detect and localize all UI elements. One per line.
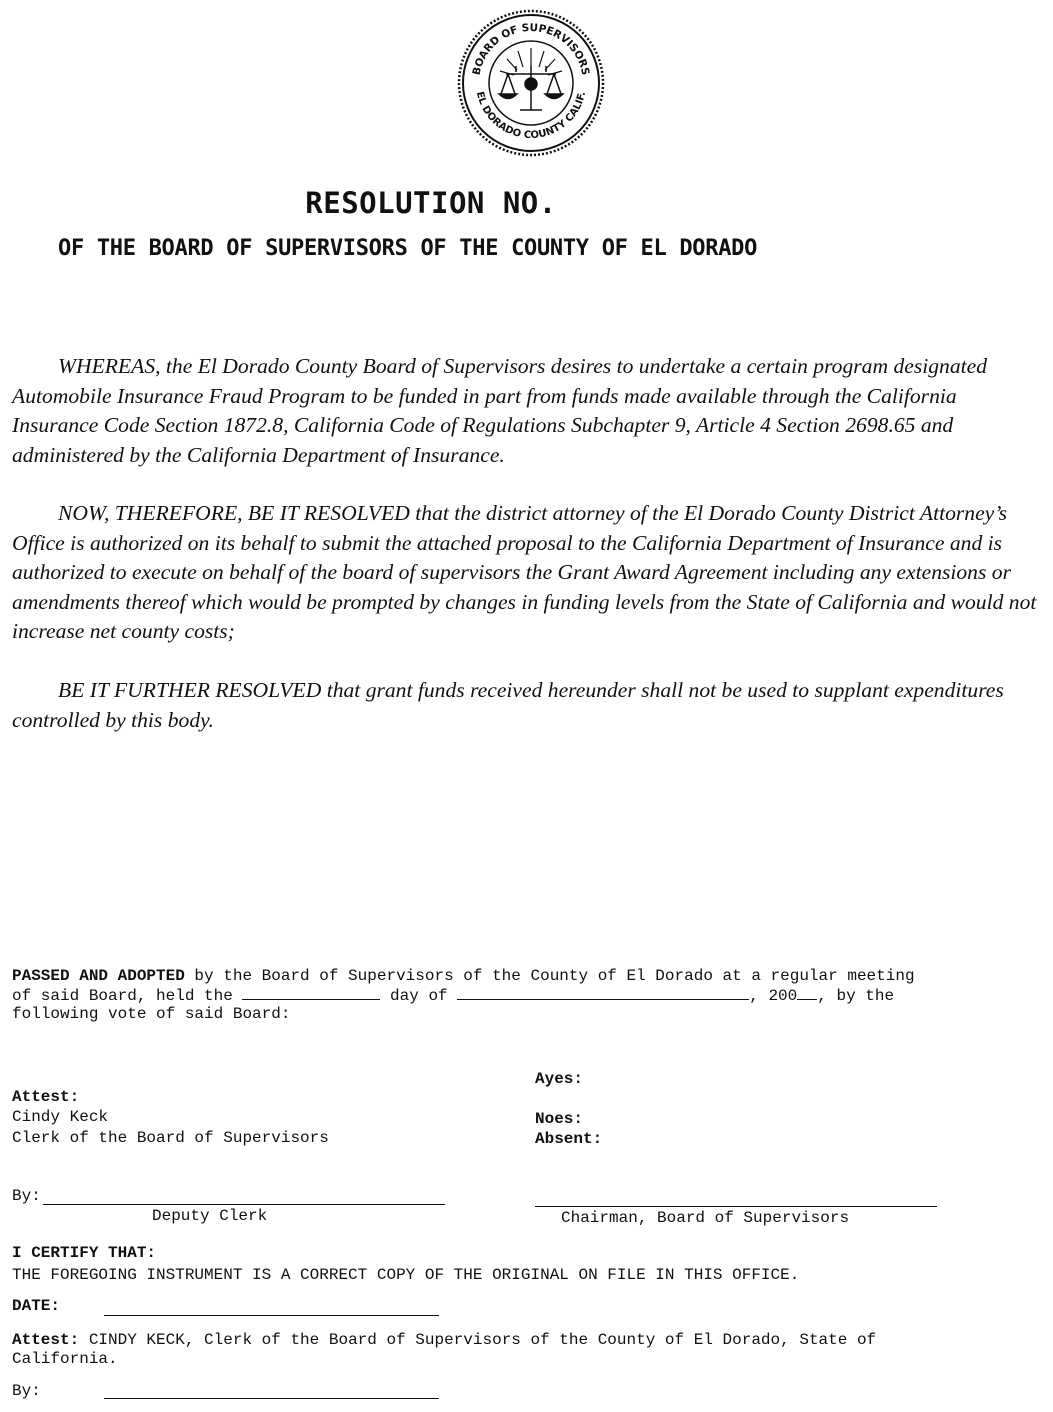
seal-bottom-text: EL DORADO COUNTY CALIF. xyxy=(473,90,589,142)
deputy-clerk-label: Deputy Clerk xyxy=(152,1207,268,1225)
further-resolved-paragraph xyxy=(12,676,1048,735)
passed-adopted-label: PASSED AND ADOPTED xyxy=(12,967,185,985)
clerk-name: Cindy Keck xyxy=(12,1108,109,1126)
whereas-paragraph xyxy=(12,352,1048,470)
certify-by-label: By: xyxy=(12,1382,41,1400)
certify-label: I CERTIFY THAT: xyxy=(12,1244,157,1262)
seal-graphic xyxy=(456,8,606,158)
noes-label: Noes: xyxy=(535,1110,584,1128)
now-therefore-paragraph xyxy=(12,499,1048,647)
passed-line1-text: by the Board of Supervisors of the County of El Dorado at a regular meeting xyxy=(184,967,915,985)
date-line[interactable] xyxy=(104,1315,439,1316)
certify-attest-label: Attest: xyxy=(12,1331,80,1349)
passed-adopted-line-3: following vote of said Board: xyxy=(12,1005,291,1023)
certify-attest-text: CINDY KECK, Clerk of the Board of Supervisors of the County of El Dorado, State of xyxy=(79,1331,877,1349)
day-blank[interactable] xyxy=(242,986,380,1000)
by-label: By: xyxy=(12,1187,41,1205)
month-blank[interactable] xyxy=(457,986,749,1000)
passed-adopted-line-1 xyxy=(12,967,915,986)
chairman-label: Chairman, Board of Supervisors xyxy=(561,1209,850,1227)
seal-top-text: BOARD OF SUPERVISORS xyxy=(470,21,592,77)
held-the-text: of said Board, held the xyxy=(12,987,243,1005)
attest-label: Attest: xyxy=(12,1088,80,1106)
certify-attest-line-1 xyxy=(12,1331,876,1350)
chairman-signature-line[interactable] xyxy=(535,1206,937,1207)
date-label: DATE: xyxy=(12,1297,61,1315)
further-resolved-text: BE IT FURTHER RESOLVED that grant funds received hereunder shall not be used to supplant expenditures controlled by this body. xyxy=(12,678,1004,732)
certify-text: THE FOREGOING INSTRUMENT IS A CORRECT COPY OF THE ORIGINAL ON FILE IN THIS OFFICE. xyxy=(12,1266,800,1284)
whereas-text: WHEREAS, the El Dorado County Board of Supervisors desires to undertake a certain program designated Automobile Insurance Fraud Program to be funded in part from funds made available through the California Insurance Code Section 1872.8, California Code of Regulations Subchapter 9, Article 4 Section 2698.65 and administered by the California Department of Insurance. xyxy=(12,354,988,467)
scales-of-justice-icon xyxy=(499,66,563,110)
now-therefore-text: NOW, THEREFORE, BE IT RESOLVED that the district attorney of the El Dorado County District Attorney’s Office is authorized on its behalf to submit the attached proposal to the California Department of Insurance and is authorized to execute on behalf of the board of supervisors the Grant Award Agreement including any extensions or amendments thereof which would be prompted by changes in funding levels from the State of California and would not increase net county costs; xyxy=(12,501,1037,643)
resolution-title: RESOLUTION NO. xyxy=(305,186,557,220)
year-blank[interactable] xyxy=(797,986,817,1000)
county-seal xyxy=(456,8,606,158)
certify-signature-line[interactable] xyxy=(104,1398,439,1399)
deputy-signature-line[interactable] xyxy=(43,1204,445,1205)
resolution-subtitle: OF THE BOARD OF SUPERVISORS OF THE COUNTY OF EL DORADO xyxy=(58,236,758,261)
ayes-label: Ayes: xyxy=(535,1070,584,1088)
by-the-text: , by the xyxy=(817,987,895,1005)
certify-attest-line-2: California. xyxy=(12,1350,118,1368)
day-of-text: day of xyxy=(380,987,458,1005)
year-prefix-text: , 200 xyxy=(749,987,798,1005)
passed-adopted-line-2 xyxy=(12,986,894,1006)
absent-label: Absent: xyxy=(535,1130,603,1148)
clerk-title: Clerk of the Board of Supervisors xyxy=(12,1129,329,1147)
